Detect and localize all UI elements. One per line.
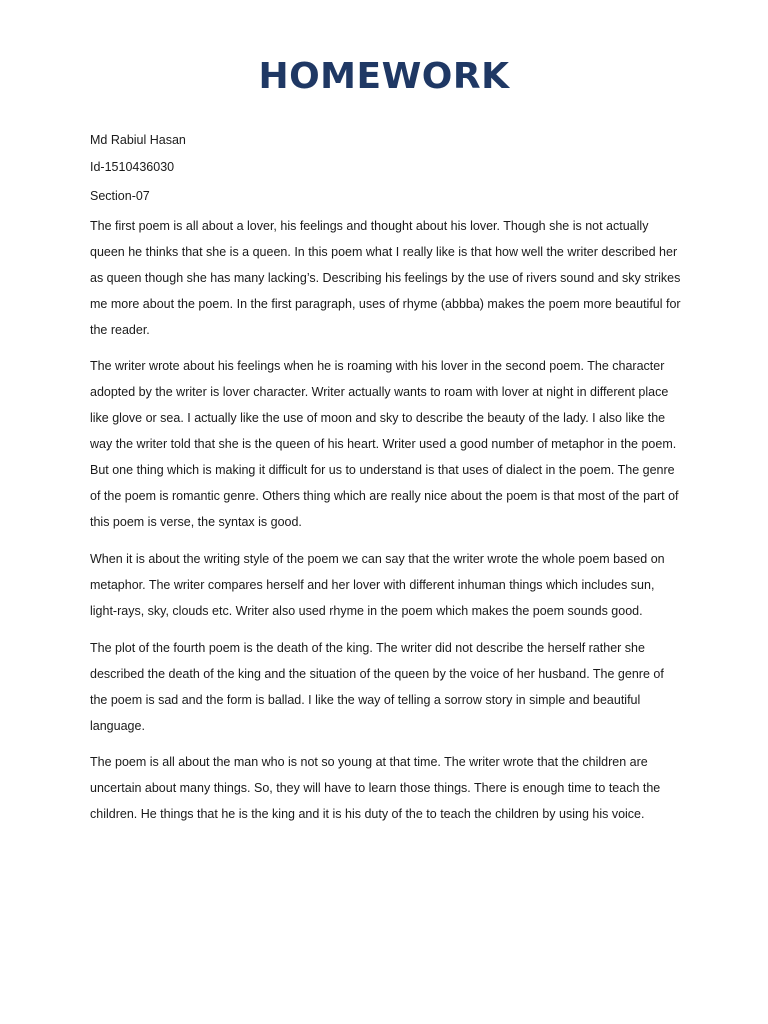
student-id: Id-1510436030	[90, 160, 175, 174]
paragraph-writing-style: When it is about the writing style of the poem we can say that the writer wrote the whole poem based on metaphor. The writer compares herself and her lover with different inhuman things which includes sun, light-rays, sky, clouds etc. Writer also used rhyme in the poem which makes the poem sounds good.	[90, 552, 665, 618]
paragraph-first-poem: The first poem is all about a lover, his feelings and thought about his lover. Though she is not actually queen he thinks that she is a queen. In this poem what I really like is that how well the writer described her as queen though she has many lacking’s. Describing his feelings by the use of rivers sound and sky strikes me more about the poem. In the first paragraph, uses of rhyme (abbba) makes the poem more beautiful for the reader.	[90, 219, 681, 337]
paragraph-second-poem: The writer wrote about his feelings when he is roaming with his lover in the second poem. The character adopted by the writer is lover character. Writer actually wants to roam with lover at night in different place like glove or sea. I actually like the use of moon and sky to describe the beauty of the lady. I also like the way the writer told that she is the queen of his heart. Writer used a good number of metaphor in the poem. But one thing which is making it difficult for us to understand is that uses of dialect in the poem. The genre of the poem is romantic genre. Others thing which are really nice about the poem is that most of the part of this poem is verse, the syntax is good.	[90, 359, 679, 529]
page-title: HOMEWORK	[258, 56, 510, 97]
paragraph-last-poem: The poem is all about the man who is not so young at that time. The writer wrote that the children are uncertain about many things. So, they will have to learn those things. There is enough time to teach the children. He things that he is the king and it is his duty of the to teach the children by using his voice.	[90, 755, 661, 821]
paragraph-fourth-poem: The plot of the fourth poem is the death of the king. The writer did not describe the herself rather she described the death of the king and the situation of the queen by the voice of her husband. The genre of the poem is sad and the form is ballad. I like the way of telling a sorrow story in simple and beautiful language.	[90, 641, 664, 733]
author-name: Md Rabiul Hasan	[90, 133, 186, 147]
section-label: Section-07	[90, 189, 150, 203]
